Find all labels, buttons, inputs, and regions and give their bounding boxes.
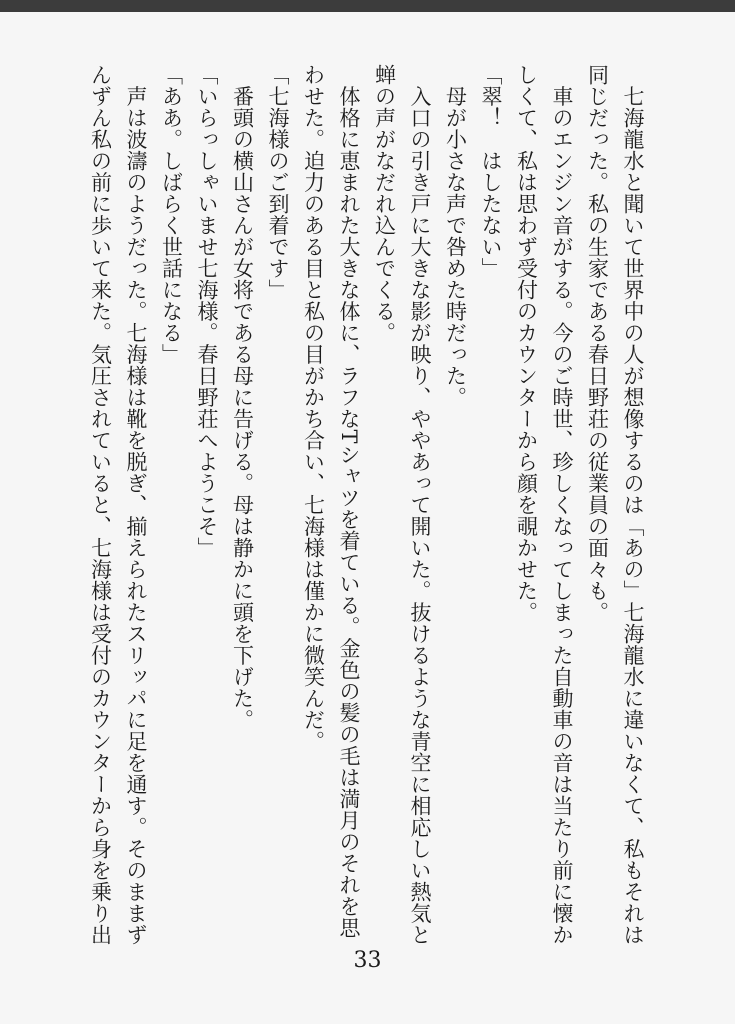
text-line: 入口の引き戸に大きな影が映り、ややあって開いた。抜けるような青空に相応しい熱気と — [408, 64, 432, 946]
text-line: 「ああ。しばらく世話になる」 — [159, 64, 184, 365]
top-status-bar — [0, 0, 735, 12]
text-line: 「翠！ はしたない」 — [479, 64, 503, 279]
page-number: 33 — [353, 948, 382, 973]
text-line: わせた。迫力のある目と私の目がかち合い、七海様は僅かに微笑んだ。 — [301, 64, 326, 752]
text-line: 声は波濤のようだった。七海様は靴を脱ぎ、揃えられたスリッパに足を通す。そのままず — [124, 64, 148, 946]
text-line: 「いらっしゃいませ七海様。春日野荘へようこそ」 — [195, 64, 219, 559]
text-line: 七海龍水と聞いて世界中の人が想像するのは「あの」七海龍水に違いなくて、私もそれは — [621, 64, 645, 946]
vertical-body-text — [80, 64, 650, 958]
text-line: 体格に恵まれた大きな体に、ラフなTシャツを着ている。金色の髪の毛は満月のそれを思 — [337, 64, 361, 939]
text-line: 同じだった。私の生家である春日野荘の従業員の面々も。 — [585, 64, 610, 623]
text-line: 母が小さな声で咎めた時だった。 — [443, 64, 468, 408]
text-line: 番頭の横山さんが女将である母に告げる。母は静かに頭を下げた。 — [230, 64, 255, 731]
text-line: しくて、私は思わず受付のカウンターから顔を覗かせた。 — [514, 64, 539, 623]
text-line: 蝉の声がなだれ込んでくる。 — [372, 64, 397, 344]
text-line: んずん私の前に歩いて来た。気圧されていると、七海様は受付のカウンターから身を乗り出 — [88, 64, 113, 946]
text-line: 「七海様のご到着です」 — [266, 64, 290, 301]
text-line: 車のエンジン音がする。今のご時世、珍しくなってしまった自動車の音は当たり前に懐か — [550, 64, 574, 946]
